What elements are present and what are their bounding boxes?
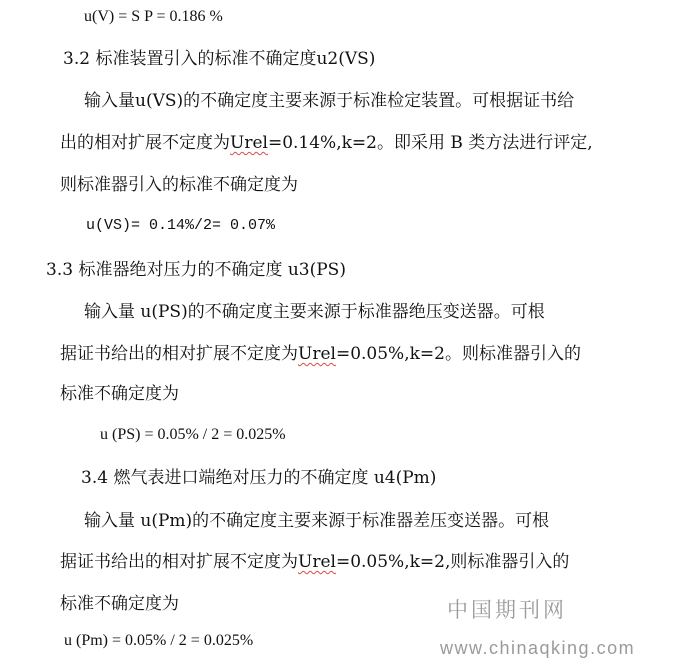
paragraph-3-2-line-1: 输入量u(VS)的不确定度主要来源于标准检定装置。可根据证书给 [84,91,575,111]
formula-u-v: u(V) = S P = 0.186 % [84,8,223,25]
urel-term: Urel [298,552,336,572]
paragraph-3-4-line-3: 标准不确定度为 [60,594,179,614]
text-segment: 据证书给出的相对扩展不定度为 [60,344,298,364]
paragraph-3-2-line-3: 则标准器引入的标准不确定度为 [60,175,298,195]
urel-term: Urel [230,133,268,153]
paragraph-3-3-line-2 [60,343,581,365]
watermark-url: www.chinaqking.com [440,638,636,658]
watermark-chinese: 中国期刊网 [447,599,567,622]
text-segment: 据证书给出的相对扩展不定度为 [60,552,298,572]
paragraph-3-2-line-2 [60,132,593,154]
text-segment: 出的相对扩展不定度为 [60,133,230,153]
formula-u-vs: u(VS)= 0.14%/2= 0.07% [86,217,276,234]
paragraph-3-4-line-1: 输入量 u(Pm)的不确定度主要来源于标准器差压变送器。可根 [84,511,550,531]
formula-u-ps: u (PS) = 0.05% / 2 = 0.025% [100,426,286,443]
urel-term: Urel [298,344,336,364]
formula-u-pm: u (Pm) = 0.05% / 2 = 0.025% [64,632,254,649]
text-segment: =0.14%,k=2。即采用 B 类方法进行评定, [267,133,593,153]
paragraph-3-4-line-2 [60,551,569,573]
paragraph-3-3-line-3: 标准不确定度为 [60,384,179,404]
heading-3-3: 3.3 标准器绝对压力的不确定度 u3(PS) [46,260,346,280]
heading-3-2: 3.2 标准装置引入的标准不确定度u2(VS) [63,49,376,69]
paragraph-3-3-line-1: 输入量 u(PS)的不确定度主要来源于标准器绝压变送器。可根 [84,302,545,322]
text-segment: =0.05%,k=2,则标准器引入的 [335,552,570,572]
text-segment: =0.05%,k=2。则标准器引入的 [335,344,581,364]
heading-3-4: 3.4 燃气表进口端绝对压力的不确定度 u4(Pm) [81,468,437,488]
